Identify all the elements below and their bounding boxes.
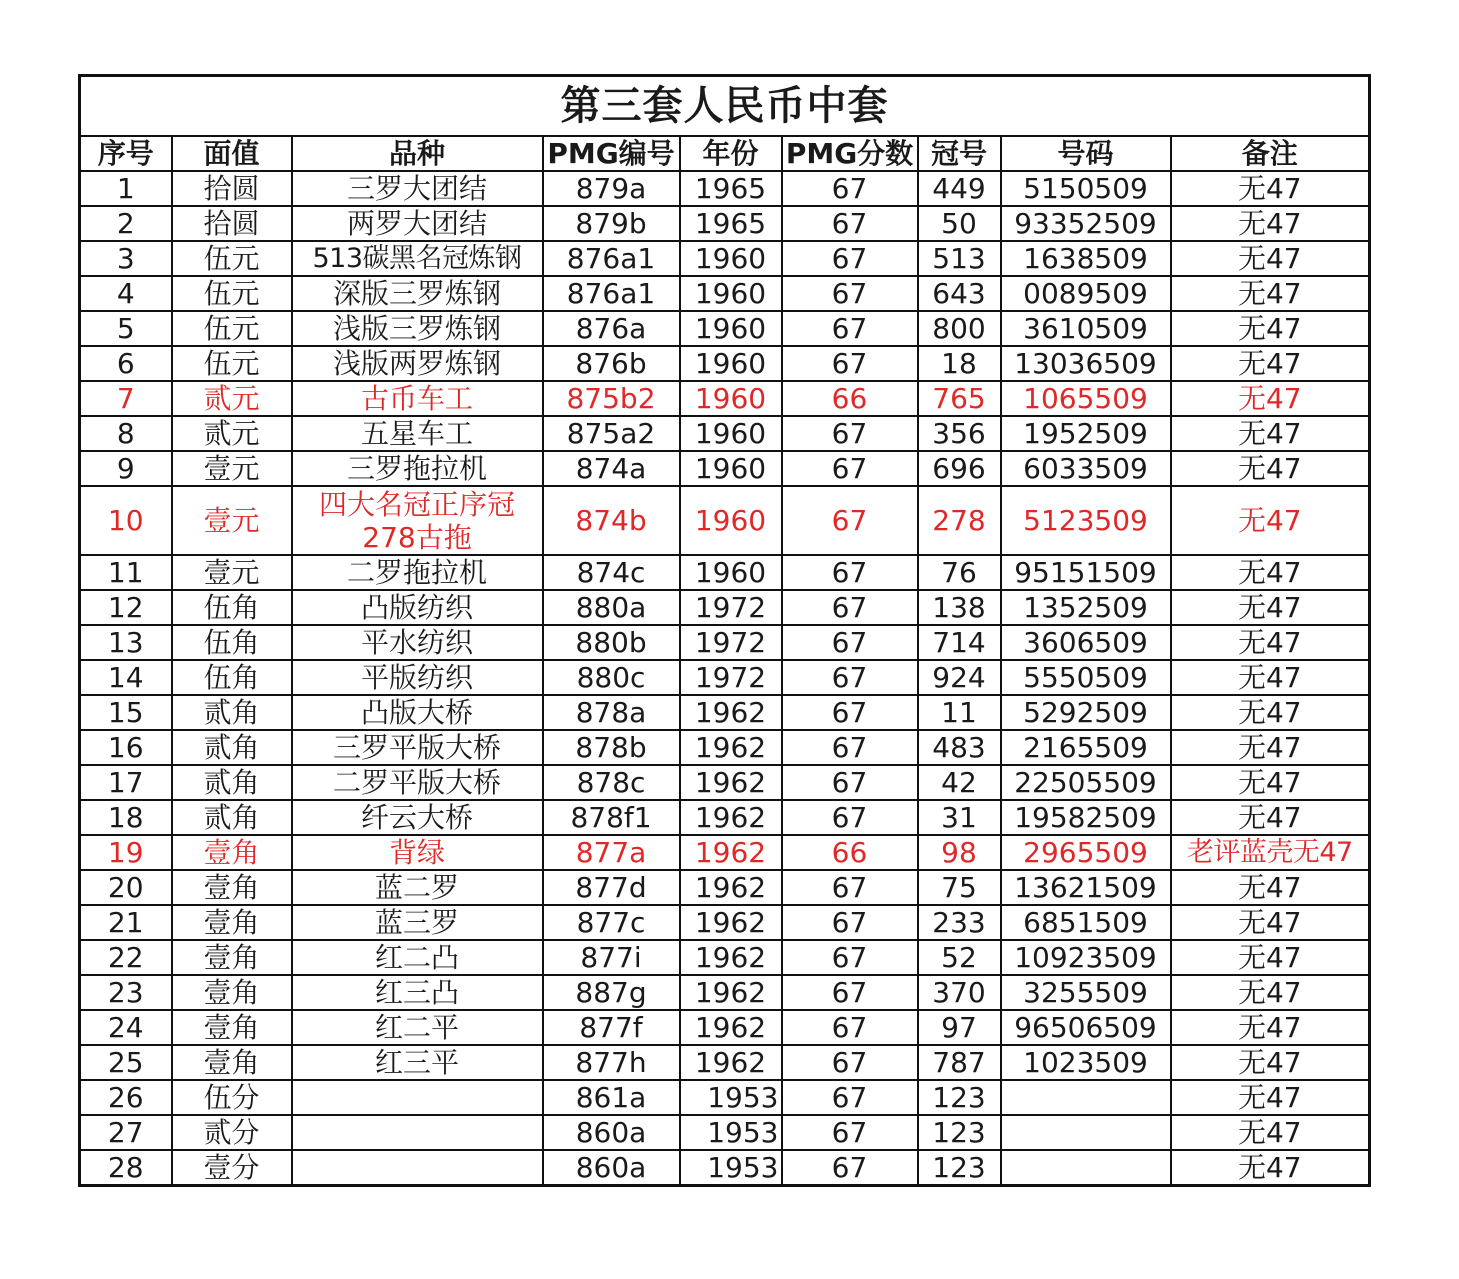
cell-prefix: 11 [918, 695, 1001, 730]
table-row [80, 451, 1370, 486]
collection-table [78, 74, 1371, 1187]
cell-no: 12 [80, 590, 172, 625]
header-denomination: 面值 [172, 136, 292, 171]
cell-year: 1962 [680, 870, 782, 905]
cell-prefix: 76 [918, 555, 1001, 590]
cell-variety: 红二凸 [292, 940, 543, 975]
table-body [80, 171, 1370, 1186]
cell-year: 1972 [680, 590, 782, 625]
cell-prefix: 50 [918, 206, 1001, 241]
cell-pmg-number: 877h [543, 1045, 680, 1080]
table-row [80, 625, 1370, 660]
table-row [80, 381, 1370, 416]
cell-variety: 深版三罗炼钢 [292, 276, 543, 311]
table-row [80, 555, 1370, 590]
cell-denomination: 壹角 [172, 975, 292, 1010]
cell-variety: 纤云大桥 [292, 800, 543, 835]
cell-variety: 两罗大团结 [292, 206, 543, 241]
cell-denomination: 伍元 [172, 276, 292, 311]
cell-pmg-number: 876b [543, 346, 680, 381]
cell-note: 老评蓝壳无47 [1171, 835, 1370, 870]
cell-note: 无47 [1171, 311, 1370, 346]
cell-serial: 1065509 [1001, 381, 1171, 416]
cell-pmg-score: 67 [782, 730, 918, 765]
header-year: 年份 [680, 136, 782, 171]
cell-no: 25 [80, 1045, 172, 1080]
header-pmg-number: PMG编号 [543, 136, 680, 171]
cell-note: 无47 [1171, 730, 1370, 765]
header-note: 备注 [1171, 136, 1370, 171]
cell-denomination: 壹角 [172, 870, 292, 905]
cell-serial: 13621509 [1001, 870, 1171, 905]
table-row [80, 241, 1370, 276]
cell-variety: 三罗拖拉机 [292, 451, 543, 486]
cell-pmg-number: 860a [543, 1150, 680, 1186]
cell-serial: 1952509 [1001, 416, 1171, 451]
cell-denomination: 伍元 [172, 311, 292, 346]
cell-note: 无47 [1171, 660, 1370, 695]
cell-pmg-score: 67 [782, 1045, 918, 1080]
cell-note: 无47 [1171, 800, 1370, 835]
table-row [80, 171, 1370, 206]
cell-serial [1001, 1080, 1171, 1115]
cell-no: 28 [80, 1150, 172, 1186]
cell-prefix: 123 [918, 1115, 1001, 1150]
cell-no: 13 [80, 625, 172, 660]
table-row [80, 870, 1370, 905]
cell-year: 1962 [680, 1045, 782, 1080]
cell-no: 22 [80, 940, 172, 975]
cell-prefix: 800 [918, 311, 1001, 346]
cell-no: 24 [80, 1010, 172, 1045]
cell-prefix: 513 [918, 241, 1001, 276]
cell-no: 6 [80, 346, 172, 381]
cell-denomination: 拾圆 [172, 171, 292, 206]
cell-variety [292, 1080, 543, 1115]
cell-year: 1962 [680, 975, 782, 1010]
cell-no: 23 [80, 975, 172, 1010]
cell-no: 3 [80, 241, 172, 276]
table-row [80, 486, 1370, 555]
cell-pmg-score: 67 [782, 695, 918, 730]
cell-pmg-number: 876a1 [543, 241, 680, 276]
cell-pmg-number: 875a2 [543, 416, 680, 451]
cell-pmg-number: 880a [543, 590, 680, 625]
cell-denomination: 贰角 [172, 730, 292, 765]
cell-note: 无47 [1171, 276, 1370, 311]
cell-year: 1972 [680, 625, 782, 660]
cell-pmg-score: 67 [782, 1115, 918, 1150]
cell-pmg-score: 67 [782, 870, 918, 905]
cell-variety: 古币车工 [292, 381, 543, 416]
cell-prefix: 765 [918, 381, 1001, 416]
cell-pmg-score: 67 [782, 765, 918, 800]
cell-prefix: 714 [918, 625, 1001, 660]
cell-pmg-score: 67 [782, 975, 918, 1010]
table-row [80, 1010, 1370, 1045]
cell-pmg-number: 877i [543, 940, 680, 975]
cell-note: 无47 [1171, 870, 1370, 905]
cell-year: 1972 [680, 660, 782, 695]
cell-note: 无47 [1171, 346, 1370, 381]
cell-serial: 6033509 [1001, 451, 1171, 486]
cell-variety: 蓝三罗 [292, 905, 543, 940]
cell-pmg-score: 67 [782, 416, 918, 451]
cell-pmg-number: 878c [543, 765, 680, 800]
cell-prefix: 18 [918, 346, 1001, 381]
cell-pmg-number: 879a [543, 171, 680, 206]
cell-note: 无47 [1171, 625, 1370, 660]
cell-denomination: 伍元 [172, 241, 292, 276]
cell-pmg-score: 67 [782, 276, 918, 311]
cell-no: 19 [80, 835, 172, 870]
cell-note: 无47 [1171, 765, 1370, 800]
cell-serial: 5123509 [1001, 486, 1171, 555]
cell-no: 21 [80, 905, 172, 940]
cell-serial: 5292509 [1001, 695, 1171, 730]
header-prefix: 冠号 [918, 136, 1001, 171]
cell-year: 1960 [680, 486, 782, 555]
cell-prefix: 356 [918, 416, 1001, 451]
cell-no: 18 [80, 800, 172, 835]
cell-denomination: 壹角 [172, 905, 292, 940]
cell-denomination: 壹元 [172, 486, 292, 555]
table-row [80, 905, 1370, 940]
cell-denomination: 壹元 [172, 451, 292, 486]
cell-pmg-score: 67 [782, 451, 918, 486]
cell-year: 1962 [680, 695, 782, 730]
cell-variety [292, 1150, 543, 1186]
table-row [80, 800, 1370, 835]
cell-pmg-number: 876a [543, 311, 680, 346]
cell-variety: 平版纺织 [292, 660, 543, 695]
cell-prefix: 787 [918, 1045, 1001, 1080]
table-row [80, 311, 1370, 346]
cell-variety: 三罗大团结 [292, 171, 543, 206]
cell-no: 26 [80, 1080, 172, 1115]
cell-variety: 红三凸 [292, 975, 543, 1010]
cell-pmg-score: 67 [782, 660, 918, 695]
cell-denomination: 伍角 [172, 590, 292, 625]
cell-serial: 2965509 [1001, 835, 1171, 870]
table-row [80, 940, 1370, 975]
cell-denomination: 贰角 [172, 800, 292, 835]
cell-pmg-score: 67 [782, 206, 918, 241]
cell-variety: 三罗平版大桥 [292, 730, 543, 765]
cell-pmg-number: 878a [543, 695, 680, 730]
cell-prefix: 123 [918, 1080, 1001, 1115]
cell-prefix: 98 [918, 835, 1001, 870]
cell-year: 1962 [680, 800, 782, 835]
cell-denomination: 壹角 [172, 940, 292, 975]
cell-variety: 背绿 [292, 835, 543, 870]
cell-note: 无47 [1171, 905, 1370, 940]
cell-note: 无47 [1171, 1045, 1370, 1080]
cell-denomination: 伍角 [172, 625, 292, 660]
cell-note: 无47 [1171, 241, 1370, 276]
cell-serial: 1352509 [1001, 590, 1171, 625]
cell-year: 1962 [680, 730, 782, 765]
cell-serial: 6851509 [1001, 905, 1171, 940]
table-row [80, 660, 1370, 695]
cell-no: 7 [80, 381, 172, 416]
cell-denomination: 壹元 [172, 555, 292, 590]
cell-serial: 3610509 [1001, 311, 1171, 346]
cell-denomination: 贰元 [172, 381, 292, 416]
cell-pmg-score: 67 [782, 1150, 918, 1186]
cell-year: 1960 [680, 241, 782, 276]
cell-serial: 10923509 [1001, 940, 1171, 975]
cell-pmg-score: 67 [782, 800, 918, 835]
cell-variety: 二罗平版大桥 [292, 765, 543, 800]
header-row [80, 136, 1370, 171]
cell-note: 无47 [1171, 1115, 1370, 1150]
cell-year: 1965 [680, 171, 782, 206]
cell-serial: 2165509 [1001, 730, 1171, 765]
cell-note: 无47 [1171, 1080, 1370, 1115]
cell-variety: 红二平 [292, 1010, 543, 1045]
cell-no: 14 [80, 660, 172, 695]
table-row [80, 765, 1370, 800]
cell-pmg-number: 875b2 [543, 381, 680, 416]
cell-denomination: 壹角 [172, 835, 292, 870]
cell-prefix: 483 [918, 730, 1001, 765]
table-row [80, 590, 1370, 625]
cell-variety: 五星车工 [292, 416, 543, 451]
cell-pmg-number: 860a [543, 1115, 680, 1150]
cell-pmg-score: 66 [782, 381, 918, 416]
cell-year: 1960 [680, 346, 782, 381]
cell-note: 无47 [1171, 975, 1370, 1010]
cell-note: 无47 [1171, 555, 1370, 590]
cell-year: 1953 [680, 1080, 782, 1115]
table-row [80, 206, 1370, 241]
cell-serial: 3255509 [1001, 975, 1171, 1010]
cell-pmg-score: 67 [782, 486, 918, 555]
table-row [80, 1150, 1370, 1186]
cell-serial: 0089509 [1001, 276, 1171, 311]
cell-pmg-number: 879b [543, 206, 680, 241]
cell-pmg-score: 67 [782, 625, 918, 660]
cell-year: 1960 [680, 381, 782, 416]
cell-variety: 凸版纺织 [292, 590, 543, 625]
cell-pmg-score: 67 [782, 311, 918, 346]
table-row [80, 835, 1370, 870]
cell-no: 9 [80, 451, 172, 486]
cell-pmg-score: 67 [782, 171, 918, 206]
table-title: 第三套人民币中套 [80, 76, 1370, 137]
cell-year: 1960 [680, 416, 782, 451]
cell-prefix: 123 [918, 1150, 1001, 1186]
cell-serial: 5550509 [1001, 660, 1171, 695]
table-row [80, 695, 1370, 730]
cell-no: 16 [80, 730, 172, 765]
cell-denomination: 贰元 [172, 416, 292, 451]
cell-serial: 22505509 [1001, 765, 1171, 800]
cell-serial: 1023509 [1001, 1045, 1171, 1080]
cell-pmg-score: 67 [782, 1080, 918, 1115]
cell-no: 4 [80, 276, 172, 311]
cell-year: 1953 [680, 1150, 782, 1186]
cell-no: 1 [80, 171, 172, 206]
cell-pmg-number: 878b [543, 730, 680, 765]
cell-pmg-number: 880b [543, 625, 680, 660]
cell-year: 1962 [680, 835, 782, 870]
table-row [80, 276, 1370, 311]
header-variety: 品种 [292, 136, 543, 171]
cell-note: 无47 [1171, 695, 1370, 730]
cell-pmg-number: 874c [543, 555, 680, 590]
cell-year: 1962 [680, 940, 782, 975]
cell-note: 无47 [1171, 381, 1370, 416]
cell-note: 无47 [1171, 1150, 1370, 1186]
table-row [80, 975, 1370, 1010]
cell-no: 5 [80, 311, 172, 346]
cell-year: 1960 [680, 311, 782, 346]
cell-variety: 蓝二罗 [292, 870, 543, 905]
cell-variety: 浅版三罗炼钢 [292, 311, 543, 346]
cell-pmg-number: 887g [543, 975, 680, 1010]
cell-no: 2 [80, 206, 172, 241]
cell-variety: 513碳黑名冠炼钢 [292, 241, 543, 276]
table-row [80, 1115, 1370, 1150]
cell-pmg-score: 67 [782, 346, 918, 381]
cell-pmg-score: 67 [782, 555, 918, 590]
cell-pmg-number: 877c [543, 905, 680, 940]
cell-no: 17 [80, 765, 172, 800]
cell-no: 15 [80, 695, 172, 730]
cell-prefix: 278 [918, 486, 1001, 555]
cell-note: 无47 [1171, 1010, 1370, 1045]
cell-pmg-score: 67 [782, 1010, 918, 1045]
cell-pmg-score: 67 [782, 905, 918, 940]
cell-denomination: 贰角 [172, 695, 292, 730]
cell-variety: 平水纺织 [292, 625, 543, 660]
cell-denomination: 贰分 [172, 1115, 292, 1150]
cell-note: 无47 [1171, 171, 1370, 206]
cell-pmg-number: 874a [543, 451, 680, 486]
table-row [80, 1045, 1370, 1080]
cell-denomination: 壹角 [172, 1045, 292, 1080]
cell-denomination: 壹角 [172, 1010, 292, 1045]
table-row [80, 346, 1370, 381]
table-row [80, 730, 1370, 765]
cell-no: 8 [80, 416, 172, 451]
cell-no: 20 [80, 870, 172, 905]
cell-serial [1001, 1115, 1171, 1150]
cell-denomination: 伍角 [172, 660, 292, 695]
cell-no: 27 [80, 1115, 172, 1150]
cell-variety: 浅版两罗炼钢 [292, 346, 543, 381]
cell-prefix: 42 [918, 765, 1001, 800]
cell-note: 无47 [1171, 486, 1370, 555]
cell-pmg-score: 67 [782, 241, 918, 276]
cell-note: 无47 [1171, 206, 1370, 241]
cell-prefix: 449 [918, 171, 1001, 206]
cell-serial: 5150509 [1001, 171, 1171, 206]
cell-serial: 13036509 [1001, 346, 1171, 381]
cell-note: 无47 [1171, 590, 1370, 625]
cell-prefix: 75 [918, 870, 1001, 905]
cell-variety: 二罗拖拉机 [292, 555, 543, 590]
cell-serial: 96506509 [1001, 1010, 1171, 1045]
cell-pmg-number: 874b [543, 486, 680, 555]
cell-year: 1953 [680, 1115, 782, 1150]
cell-year: 1960 [680, 276, 782, 311]
cell-prefix: 643 [918, 276, 1001, 311]
cell-prefix: 52 [918, 940, 1001, 975]
cell-prefix: 97 [918, 1010, 1001, 1045]
cell-pmg-number: 877a [543, 835, 680, 870]
cell-note: 无47 [1171, 416, 1370, 451]
cell-variety: 四大名冠正序冠278古拖 [292, 486, 543, 555]
cell-pmg-number: 877d [543, 870, 680, 905]
cell-no: 11 [80, 555, 172, 590]
cell-prefix: 924 [918, 660, 1001, 695]
cell-denomination: 伍元 [172, 346, 292, 381]
cell-prefix: 138 [918, 590, 1001, 625]
cell-prefix: 696 [918, 451, 1001, 486]
cell-serial: 19582509 [1001, 800, 1171, 835]
header-no: 序号 [80, 136, 172, 171]
table-row [80, 1080, 1370, 1115]
cell-prefix: 233 [918, 905, 1001, 940]
cell-year: 1962 [680, 1010, 782, 1045]
cell-year: 1960 [680, 451, 782, 486]
cell-variety: 红三平 [292, 1045, 543, 1080]
cell-serial: 1638509 [1001, 241, 1171, 276]
cell-year: 1962 [680, 765, 782, 800]
table-row [80, 416, 1370, 451]
cell-serial: 93352509 [1001, 206, 1171, 241]
cell-note: 无47 [1171, 940, 1370, 975]
cell-note: 无47 [1171, 451, 1370, 486]
cell-prefix: 370 [918, 975, 1001, 1010]
cell-denomination: 拾圆 [172, 206, 292, 241]
cell-pmg-number: 877f [543, 1010, 680, 1045]
cell-serial [1001, 1150, 1171, 1186]
cell-variety [292, 1115, 543, 1150]
cell-denomination: 壹分 [172, 1150, 292, 1186]
cell-denomination: 伍分 [172, 1080, 292, 1115]
cell-pmg-number: 880c [543, 660, 680, 695]
cell-serial: 95151509 [1001, 555, 1171, 590]
cell-pmg-number: 861a [543, 1080, 680, 1115]
cell-year: 1962 [680, 905, 782, 940]
cell-pmg-score: 67 [782, 940, 918, 975]
cell-variety: 凸版大桥 [292, 695, 543, 730]
cell-denomination: 贰角 [172, 765, 292, 800]
cell-no: 10 [80, 486, 172, 555]
cell-prefix: 31 [918, 800, 1001, 835]
cell-serial: 3606509 [1001, 625, 1171, 660]
header-pmg-score: PMG分数 [782, 136, 918, 171]
header-serial: 号码 [1001, 136, 1171, 171]
cell-year: 1960 [680, 555, 782, 590]
cell-pmg-number: 876a1 [543, 276, 680, 311]
cell-pmg-score: 66 [782, 835, 918, 870]
cell-pmg-score: 67 [782, 590, 918, 625]
cell-pmg-number: 878f1 [543, 800, 680, 835]
cell-year: 1965 [680, 206, 782, 241]
